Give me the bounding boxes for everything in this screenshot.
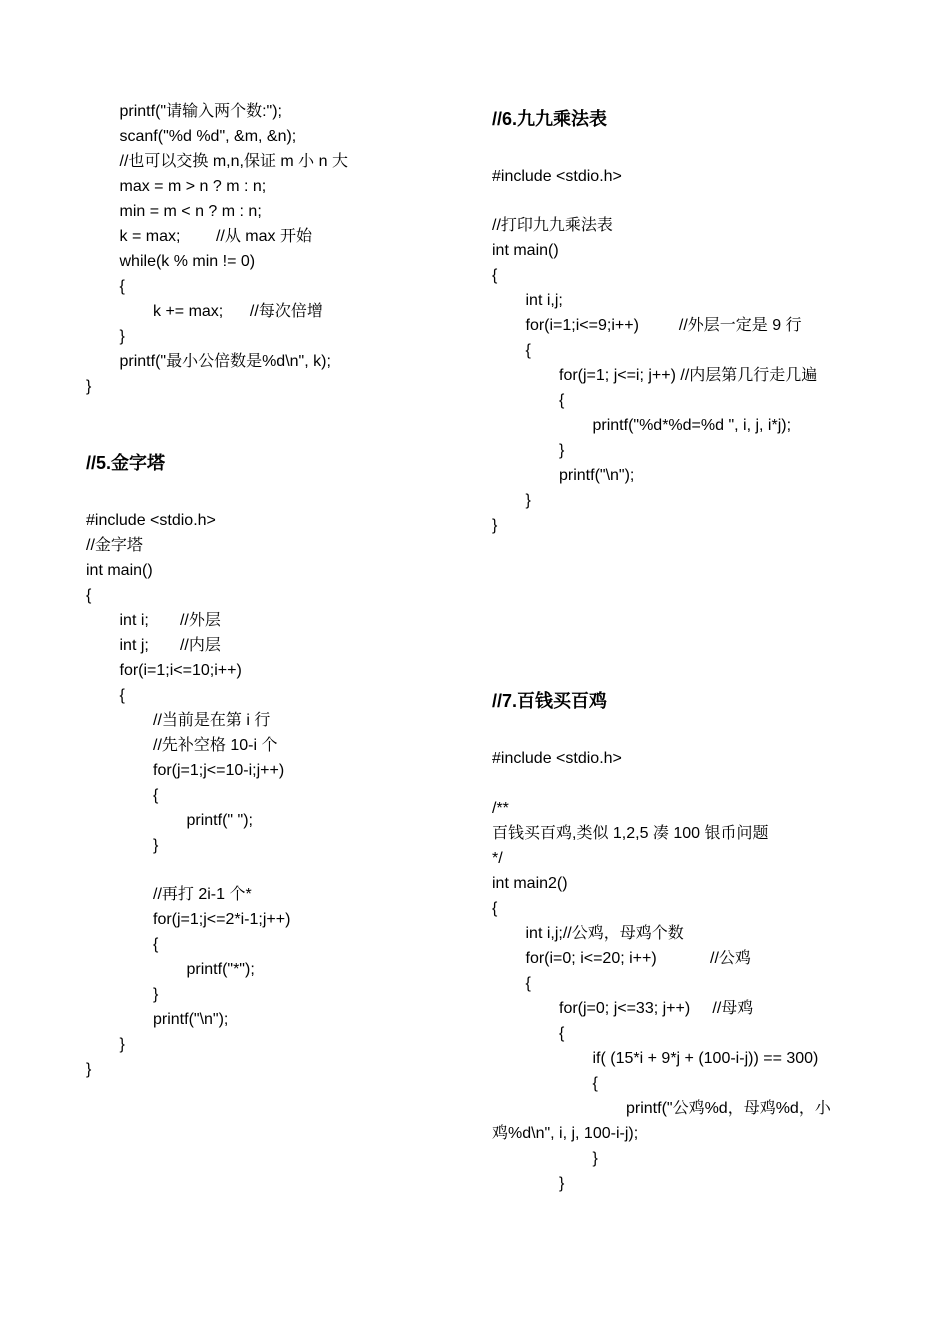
code-line: { [153, 936, 159, 953]
code-line: printf("公鸡%d，母鸡%d，小 [626, 1100, 831, 1117]
code-line: //再打 2i-1 个* [153, 886, 252, 903]
code-line: int main() [492, 242, 559, 259]
code-line: int main2() [492, 875, 568, 892]
code-line: scanf("%d %d", &m, &n); [119, 128, 297, 145]
section-heading: //5.金字塔 [86, 453, 166, 473]
code-line: printf("最小公倍数是%d\n", k); [119, 353, 331, 370]
code-line: while(k % min != 0) [119, 253, 256, 270]
code-line: if( (15*i + 9*j + (100-i-j)) == 300) [592, 1050, 819, 1067]
code-line: int i,j; [525, 292, 563, 309]
code-line: k = max; //从 max 开始 [119, 228, 312, 245]
code-line: k += max; //每次倍增 [153, 303, 323, 320]
code-line: for(j=1;j<=2*i-1;j++) [153, 911, 291, 928]
code-line: //也可以交换 m,n,保证 m 小 n 大 [119, 153, 348, 170]
code-line: max = m > n ? m : n; [119, 178, 267, 195]
code-line: for(i=0; i<=20; i++) //公鸡 [525, 950, 751, 967]
code-line: //打印九九乘法表 [492, 217, 613, 234]
code-line: } [559, 442, 565, 459]
code-line: { [559, 392, 565, 409]
code-line: } [119, 328, 125, 345]
code-line: } [86, 1061, 92, 1078]
code-line: { [119, 278, 125, 295]
code-line: { [525, 975, 531, 992]
code-line: int main() [86, 562, 153, 579]
code-line: for(i=1;i<=10;i++) [119, 662, 242, 679]
code-line: printf("%d*%d=%d ", i, j, i*j); [592, 417, 792, 434]
code-line: { [86, 587, 92, 604]
code-line: printf(" "); [186, 812, 253, 829]
code-line: for(j=1;j<=10-i;j++) [153, 762, 285, 779]
code-line: #include <stdio.h> [86, 512, 216, 529]
code-line: */ [492, 850, 503, 867]
code-line: printf("\n"); [153, 1011, 229, 1028]
code-line: } [153, 986, 159, 1003]
code-line: } [86, 378, 92, 395]
code-line: //先补空格 10-i 个 [153, 737, 278, 754]
code-line: int i; //外层 [119, 612, 221, 629]
code-line: for(i=1;i<=9;i++) //外层一定是 9 行 [525, 317, 802, 334]
code-line: { [492, 900, 498, 917]
code-line: for(j=0; j<=33; j++) //母鸡 [559, 1000, 754, 1017]
code-line: } [119, 1036, 125, 1053]
code-line: { [559, 1025, 565, 1042]
code-line: } [525, 492, 531, 509]
code-line: #include <stdio.h> [492, 168, 622, 185]
code-line: { [592, 1075, 598, 1092]
code-line: { [492, 267, 498, 284]
section-heading: //7.百钱买百鸡 [492, 691, 608, 711]
section-heading: //6.九九乘法表 [492, 109, 608, 129]
code-line: { [153, 787, 159, 804]
code-line: int j; //内层 [119, 637, 221, 654]
code-line: } [592, 1150, 598, 1167]
code-line: printf("*"); [186, 961, 255, 978]
code-line: for(j=1; j<=i; j++) //内层第几行走几遍 [559, 367, 818, 384]
code-line: printf("\n"); [559, 467, 635, 484]
code-line: printf("请输入两个数:"); [119, 103, 282, 120]
code-line: //金字塔 [86, 537, 143, 554]
code-line: #include <stdio.h> [492, 750, 622, 767]
code-line: min = m < n ? m : n; [119, 203, 262, 220]
code-line: } [559, 1175, 565, 1192]
code-line: { [119, 687, 125, 704]
code-line: //当前是在第 i 行 [153, 712, 271, 729]
code-line: int i,j;//公鸡，母鸡个数 [525, 925, 684, 942]
code-line: { [525, 342, 531, 359]
code-line: 百钱买百鸡,类似 1,2,5 凑 100 银币问题 [492, 825, 769, 842]
code-line: } [153, 837, 159, 854]
code-line: 鸡%d\n", i, j, 100-i-j); [492, 1125, 639, 1142]
code-line: /** [492, 800, 509, 817]
code-line: } [492, 517, 498, 534]
